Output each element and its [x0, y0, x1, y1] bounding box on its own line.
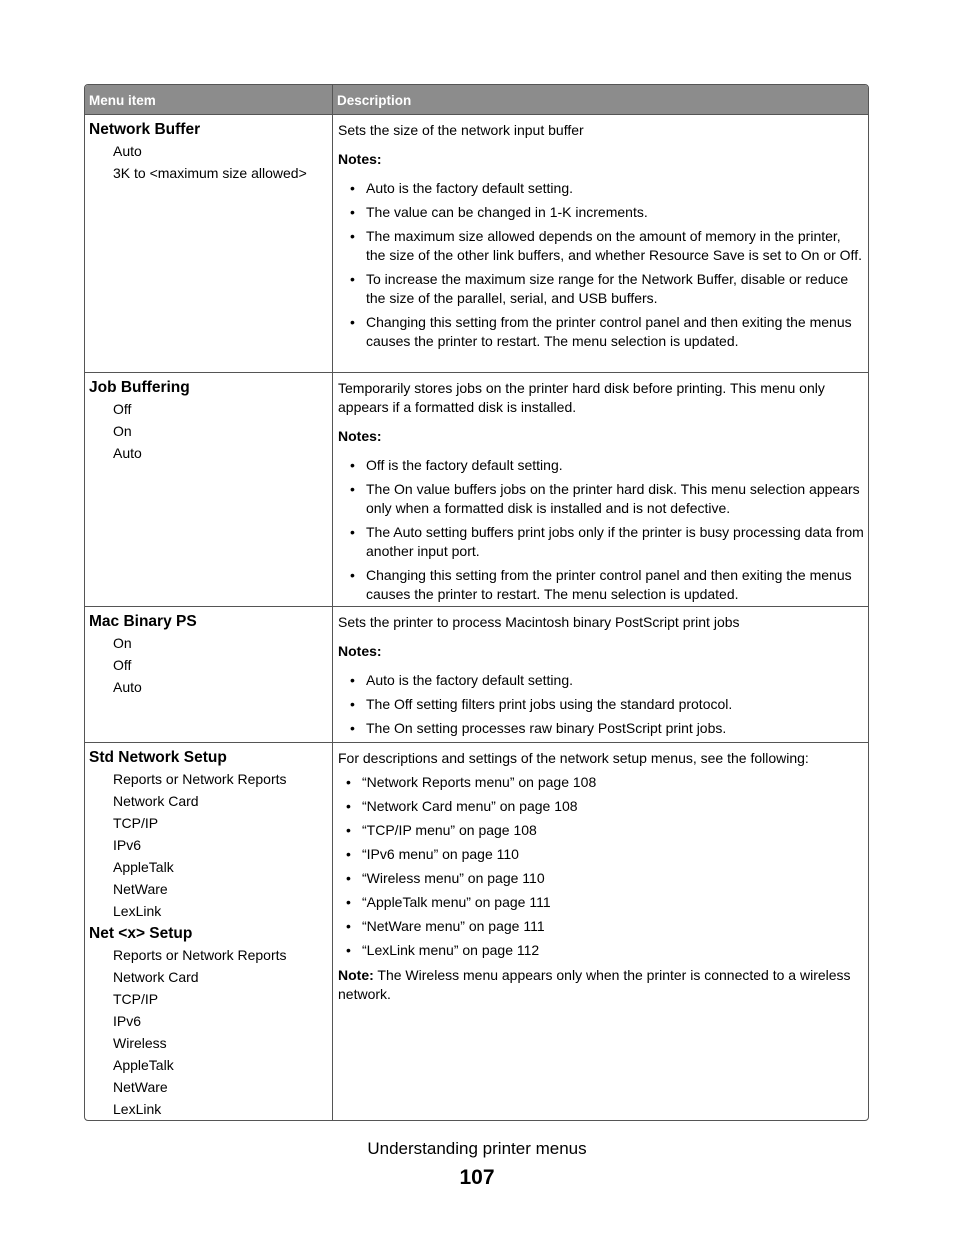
menu-item-title: Network Buffer [89, 121, 201, 138]
page-reference: • “TCP/IP menu” on page 108 [338, 821, 864, 840]
menu-item-cell [85, 373, 333, 606]
page-reference: • “Network Card menu” on page 108 [338, 797, 864, 816]
menu-option: Off [113, 657, 132, 673]
header-description: Description [337, 93, 412, 108]
notes-label: Notes: [338, 643, 382, 659]
menu-item-cell [85, 607, 333, 742]
menu-option: Network Card [113, 969, 199, 985]
note-item: • The Off setting filters print jobs using the standard protocol. [338, 695, 864, 714]
menu-option: Auto [113, 445, 142, 461]
menu-option: AppleTalk [113, 1057, 174, 1073]
menu-option: LexLink [113, 903, 162, 919]
table-row-mac-binary-ps [85, 607, 868, 743]
notes-label: Notes: [338, 151, 382, 167]
table-row-network-setup [85, 743, 868, 1121]
menu-item-title: Job Buffering [89, 379, 190, 396]
menu-option: Auto [113, 143, 142, 159]
menu-option: NetWare [113, 881, 168, 897]
menu-item-cell [85, 743, 333, 1121]
menu-option: Network Card [113, 793, 199, 809]
note-item: • Auto is the factory default setting. [338, 179, 864, 198]
note-item: • The On value buffers jobs on the printer hard disk. This menu selection appears only when a formatted disk is installed and is not defective. [338, 480, 864, 518]
notes-label: Notes: [338, 428, 382, 444]
menu-option: NetWare [113, 1079, 168, 1095]
note-text: The Wireless menu appears only when the printer is connected to a wireless network. [338, 967, 851, 1002]
page-reference: • “NetWare menu” on page 111 [338, 917, 864, 936]
menu-option: On [113, 635, 132, 651]
note-label: Note: [338, 967, 374, 983]
menu-option: On [113, 423, 132, 439]
description-cell [333, 115, 868, 372]
menu-option: Wireless [113, 1035, 167, 1051]
menu-option: Reports or Network Reports [113, 771, 287, 787]
description-text: Sets the printer to process Macintosh binary PostScript print jobs [338, 614, 740, 630]
note-item: • Changing this setting from the printer control panel and then exiting the menus causes the printer to restart. The menu selection is updated. [338, 566, 864, 604]
note-item: • The On setting processes raw binary PostScript print jobs. [338, 719, 864, 738]
description-text: Temporarily stores jobs on the printer hard disk before printing. This menu only appears if a formatted disk is installed. [338, 380, 825, 415]
menu-item-title: Std Network Setup [89, 749, 227, 766]
note-item: • The Auto setting buffers print jobs only if the printer is busy processing data from another input port. [338, 523, 864, 561]
description-cell [333, 373, 868, 606]
description-text: For descriptions and settings of the network setup menus, see the following: [338, 750, 809, 766]
menu-option: TCP/IP [113, 991, 159, 1007]
menu-item-cell [85, 115, 333, 372]
description-cell [333, 607, 868, 742]
menu-item-title: Net <x> Setup [89, 925, 193, 942]
header-menu-item: Menu item [85, 85, 333, 114]
description-cell [333, 743, 868, 1121]
table-header [85, 85, 868, 115]
note-item: • The maximum size allowed depends on the amount of memory in the printer, the size of the other link buffers, and whether Resource Save is set to On or Off. [338, 227, 864, 265]
menu-option: 3K to <maximum size allowed> [113, 165, 307, 181]
menu-option: TCP/IP [113, 815, 159, 831]
menu-option: AppleTalk [113, 859, 174, 875]
table-row-job-buffering [85, 373, 868, 607]
menu-item-title: Mac Binary PS [89, 613, 197, 630]
page-reference: • “LexLink menu” on page 112 [338, 941, 864, 960]
menu-table [84, 84, 869, 1121]
menu-option: Reports or Network Reports [113, 947, 287, 963]
note-item: • Changing this setting from the printer control panel and then exiting the menus causes the printer to restart. The menu selection is updated. [338, 313, 864, 351]
page-reference: • “AppleTalk menu” on page 111 [338, 893, 864, 912]
wireless-note [338, 966, 864, 1004]
menu-option: Auto [113, 679, 142, 695]
note-item: • To increase the maximum size range for the Network Buffer, disable or reduce the size of the parallel, serial, and USB buffers. [338, 270, 864, 308]
note-item: • Off is the factory default setting. [338, 456, 864, 475]
page-reference: • “IPv6 menu” on page 110 [338, 845, 864, 864]
description-text: Sets the size of the network input buffer [338, 122, 584, 138]
menu-option: LexLink [113, 1101, 162, 1117]
section-title: Understanding printer menus [367, 1139, 587, 1158]
note-item: • Auto is the factory default setting. [338, 671, 864, 690]
page-reference: • “Wireless menu” on page 110 [338, 869, 864, 888]
menu-option: IPv6 [113, 837, 142, 853]
menu-option: Off [113, 401, 132, 417]
page-number: 107 [459, 1166, 495, 1189]
page-reference: • “Network Reports menu” on page 108 [338, 773, 864, 792]
menu-option: IPv6 [113, 1013, 142, 1029]
note-item: • The value can be changed in 1-K increments. [338, 203, 864, 222]
table-row-network-buffer [85, 115, 868, 373]
